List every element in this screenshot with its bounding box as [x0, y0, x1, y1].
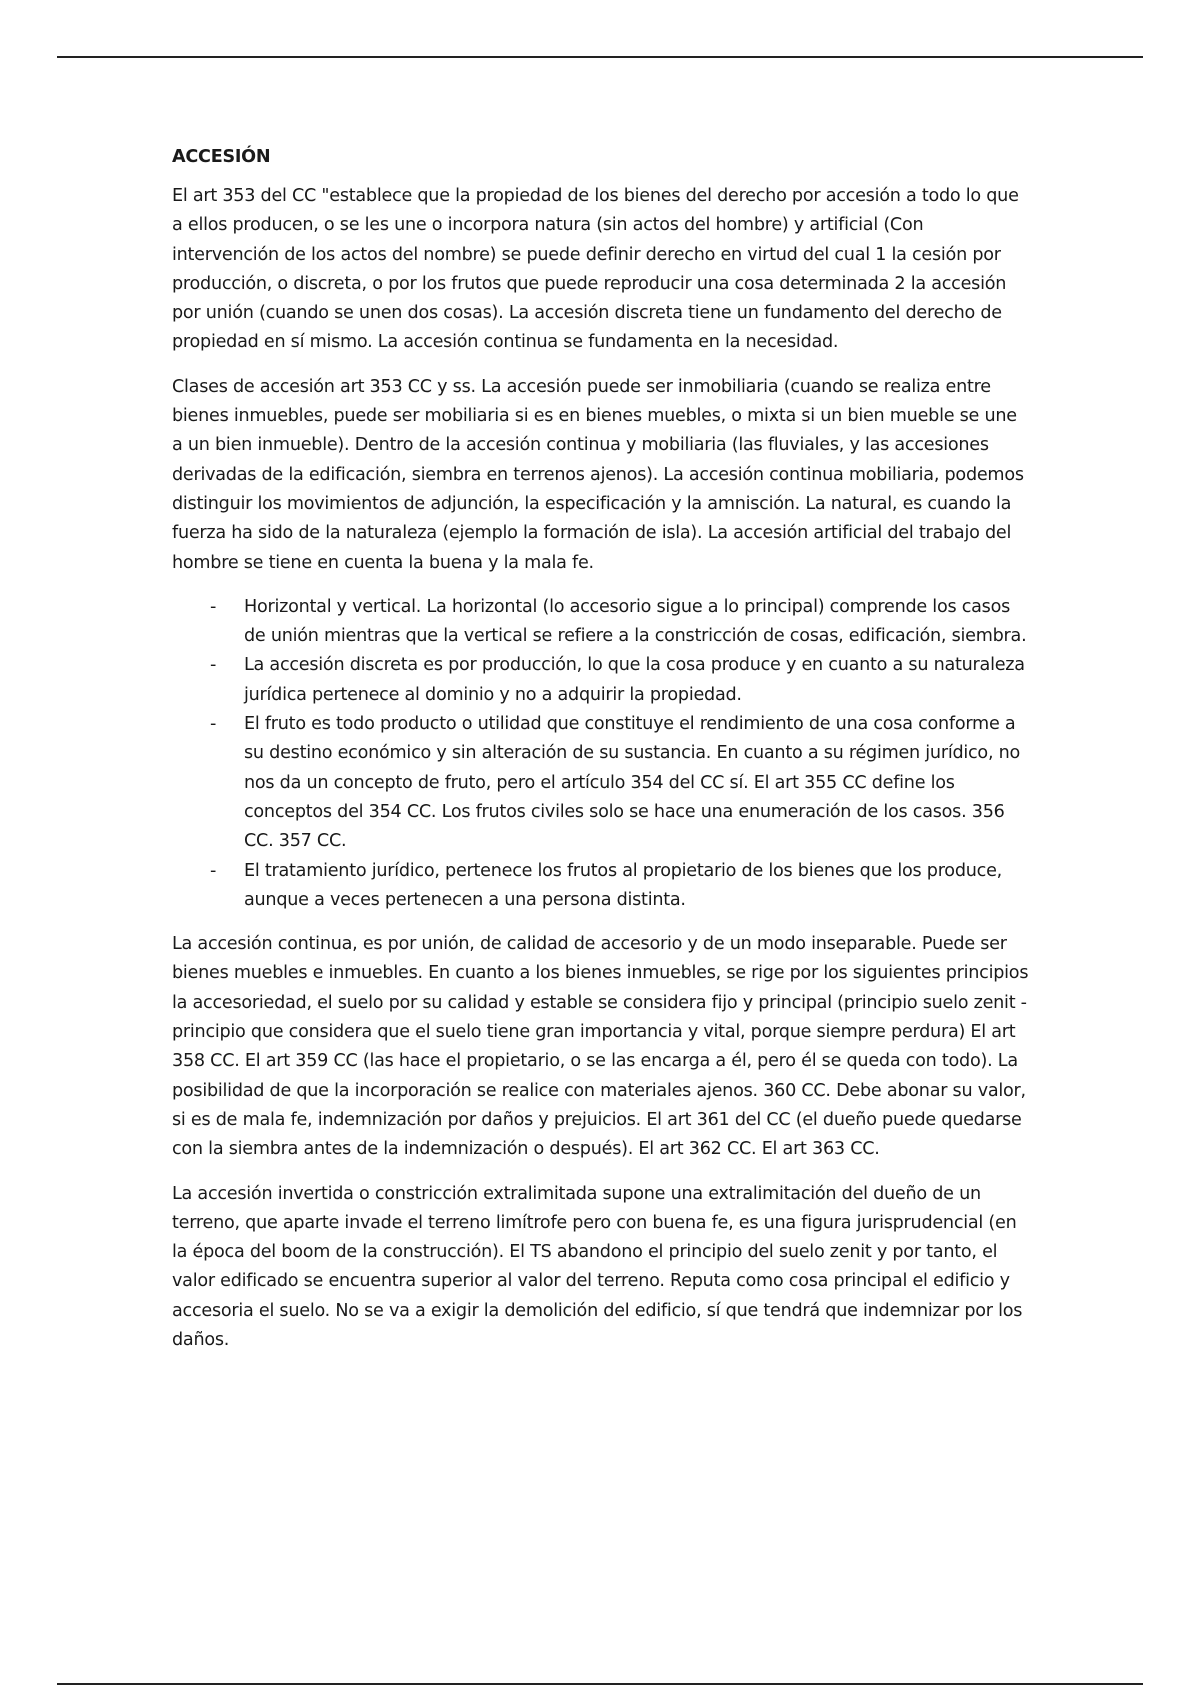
document-body	[172, 144, 1032, 1370]
list-item-text: La accesión discreta es por producción, lo que la cosa produce y en cuanto a su naturaleza jurídica pertenece al dominio y no a adquirir la propiedad.	[244, 655, 1025, 705]
bullet-marker: -	[210, 714, 217, 735]
paragraph-clases: Clases de accesión art 353 CC y ss. La accesión puede ser inmobiliaria (cuando se realiza entre bienes inmuebles, puede ser mobiliaria si es en bienes muebles, o mixta si un bien mueble se une a un bien inmueble). Dentro de la accesión continua y mobiliaria (las fluviales, y las accesiones derivadas de la edificación, siembra en terrenos ajenos). La accesión continua mobiliaria, podemos distinguir los movimientos de adjunción, la especificación y la amnisción. La natural, es cuando la fuerza ha sido de la naturaleza (ejemplo la formación de isla). La accesión artificial del trabajo del hombre se tiene en cuenta la buena y la mala fe.	[172, 376, 1024, 573]
list-item-text: El fruto es todo producto o utilidad que constituye el rendimiento de una cosa conforme a su destino económico y sin alteración de su sustancia. En cuanto a su régimen jurídico, no nos da un concepto de fruto, pero el artículo 354 del CC sí. El art 355 CC define los conceptos del 354 CC. Los frutos civiles solo se hace una enumeración de los casos. 356 CC. 357 CC.	[244, 714, 1021, 852]
paragraph-accesion-invertida: La accesión invertida o constricción extralimitada supone una extralimitación del dueño de un terreno, que aparte invade el terreno limítrofe pero con buena fe, es una figura jurisprudencial (en la época del boom de la construcción). El TS abandono el principio del suelo zenit y por tanto, el valor edificado se encuentra superior al valor del terreno. Reputa como cosa principal el edificio y accesoria el suelo. No se va a exigir la demolición del edificio, sí que tendrá que indemnizar por los daños.	[172, 1183, 1023, 1350]
bullet-marker: -	[210, 596, 217, 617]
list-item-text: Horizontal y vertical. La horizontal (lo accesorio sigue a lo principal) comprende los casos de unión mientras que la vertical se refiere a la constricción de cosas, edificación, siembra.	[244, 596, 1027, 647]
document-title: ACCESIÓN	[172, 147, 271, 167]
list-item-text: El tratamiento jurídico, pertenece los frutos al propietario de los bienes que los produce, aunque a veces pertenecen a una persona distinta.	[244, 860, 1002, 910]
bullet-marker: -	[210, 655, 217, 676]
paragraph-definition: El art 353 del CC "establece que la propiedad de los bienes del derecho por accesión a todo lo que a ellos producen, o se les une o incorpora natura (sin actos del hombre) y artificial (Con intervención de los actos del nombre) se puede definir derecho en virtud del cual 1 la cesión por producción, o discreta, o por los frutos que puede reproducir una cosa determinada 2 la accesión por unión (cuando se unen dos cosas). La accesión discreta tiene un fundamento del derecho de propiedad en sí mismo. La accesión continua se fundamenta en la necesidad.	[172, 186, 1019, 353]
list-item	[172, 710, 1032, 856]
list-item	[172, 651, 1032, 710]
paragraph-accesion-continua: La accesión continua, es por unión, de calidad de accesorio y de un modo inseparable. Puede ser bienes muebles e inmuebles. En cuanto a los bienes inmuebles, se rige por los siguientes principios la accesoriedad, el suelo por su calidad y estable se considera fijo y principal (principio suelo zenit - principio que considera que el suelo tiene gran importancia y vital, porque siempre perdura) El art 358 CC. El art 359 CC (las hace el propietario, o se las encarga a él, pero él se queda con todo). La posibilidad de que la incorporación se realice con materiales ajenos. 360 CC. Debe abonar su valor, si es de mala fe, indemnización por daños y prejuicios. El art 361 del CC (el dueño puede quedarse con la siembra antes de la indemnización o después). El art 362 CC. El art 363 CC.	[172, 934, 1029, 1160]
list-item	[172, 593, 1032, 652]
list-item	[172, 857, 1032, 916]
bullet-list	[172, 593, 1032, 915]
header-rule	[57, 56, 1143, 58]
bullet-marker: -	[210, 860, 217, 881]
footer-rule	[57, 1683, 1143, 1685]
